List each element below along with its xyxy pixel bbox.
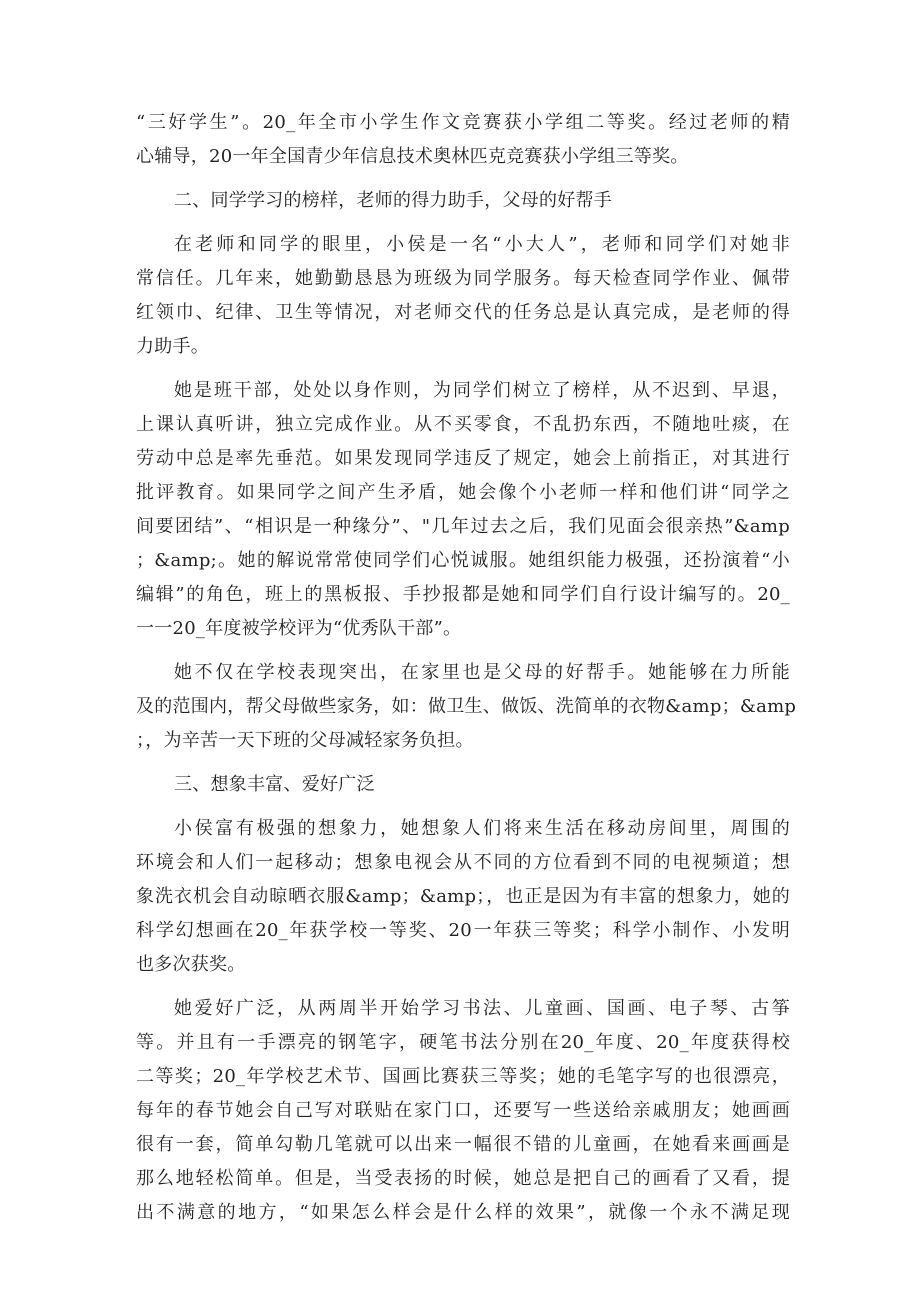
text-line: 小侯富有极强的想象力，她想象人们将来生活在移动房间里，周围的 — [174, 818, 790, 839]
text-line: 出不满意的地方，“如果怎么样会是什么样的效果”，就像一个永不满足现 — [136, 1202, 790, 1223]
text-line: 那么地轻松简单。但是，当受表扬的时候，她总是把自己的画看了又看，提 — [136, 1168, 790, 1189]
text-line: 二等奖；20_年学校艺术节、国画比赛获三等奖；她的毛笔字写的也很漂亮， — [136, 1066, 790, 1087]
text-line: 在老师和同学的眼里，小侯是一名“小大人”，老师和同学们对她非 — [174, 234, 790, 255]
text-line: 间要团结”、“相识是一种缘分”、"几年过去之后，我们见面会很亲热”&amp — [136, 516, 790, 537]
text-line: 及的范围内，帮父母做些家务，如：做卫生、做饭、洗简单的衣物&amp；&amp — [136, 696, 797, 717]
para-3 — [136, 374, 790, 646]
section-heading: 二、同学学习的榜样，老师的得力助手，父母的好帮手 — [174, 190, 612, 211]
heading-5 — [136, 768, 790, 802]
text-line: 象洗衣机会自动晾晒衣服&amp；&amp；，也正是因为有丰富的想象力，她的 — [136, 886, 790, 907]
text-line: 力助手。 — [136, 336, 209, 357]
section-heading: 三、想象丰富、爱好广泛 — [174, 774, 375, 795]
text-line: 一一20_年度被学校评为“优秀队干部”。 — [136, 618, 462, 639]
text-line: 每年的春节她会自己写对联贴在家门口，还要写一些送给亲戚朋友；她画画 — [136, 1100, 790, 1121]
para-0 — [136, 106, 790, 174]
para-2 — [136, 228, 790, 364]
heading-2 — [136, 184, 790, 218]
text-line: 很有一套，简单勾勒几笔就可以出来一幅很不错的儿童画，在她看来画画是 — [136, 1134, 790, 1155]
document-page — [136, 106, 797, 1230]
text-line: 她爱好广泛，从两周半开始学习书法、儿童画、国画、电子琴、古筝 — [174, 998, 790, 1019]
text-line: 心辅导，20一年全国青少年信息技术奥林匹克竞赛获小学组三等奖。 — [136, 146, 689, 167]
text-line: ；&amp;。她的解说常常使同学们心悦诚服。她组织能力极强，还扮演着“小 — [136, 550, 790, 571]
text-line: 科学幻想画在20_年获学校一等奖、20一年获三等奖；科学小制作、小发明 — [136, 920, 790, 941]
text-line: 她是班干部，处处以身作则，为同学们树立了榜样，从不迟到、早退， — [174, 380, 790, 401]
text-line: 她不仅在学校表现突出，在家里也是父母的好帮手。她能够在力所能 — [174, 662, 790, 683]
para-7 — [136, 992, 790, 1230]
text-line: “三好学生”。20_年全市小学生作文竞赛获小学组二等奖。经过老师的精 — [136, 112, 790, 133]
text-line: ；，为辛苦一天下班的父母减轻家务负担。 — [136, 730, 474, 751]
text-line: 也多次获奖。 — [136, 954, 246, 975]
text-line: 批评教育。如果同学之间产生矛盾，她会像个小老师一样和他们讲“同学之 — [136, 482, 790, 503]
text-line: 常信任。几年来，她勤勤恳恳为班级为同学服务。每天检查同学作业、佩带 — [136, 268, 790, 289]
text-line: 红领巾、纪律、卫生等情况，对老师交代的任务总是认真完成，是老师的得 — [136, 302, 790, 323]
text-line: 环境会和人们一起移动；想象电视会从不同的方位看到不同的电视频道；想 — [136, 852, 790, 873]
para-6 — [136, 812, 790, 982]
text-line: 等。并且有一手漂亮的钢笔字，硬笔书法分别在20_年度、20_年度获得校 — [136, 1032, 790, 1053]
para-4 — [136, 656, 797, 758]
text-line: 劳动中总是率先垂范。如果发现同学违反了规定，她会上前指正，对其进行 — [136, 448, 790, 469]
text-line: 上课认真听讲，独立完成作业。从不买零食，不乱扔东西，不随地吐痰，在 — [136, 414, 790, 435]
text-line: 编辑”的角色，班上的黑板报、手抄报都是她和同学们自行设计编写的。20_ — [136, 584, 790, 605]
